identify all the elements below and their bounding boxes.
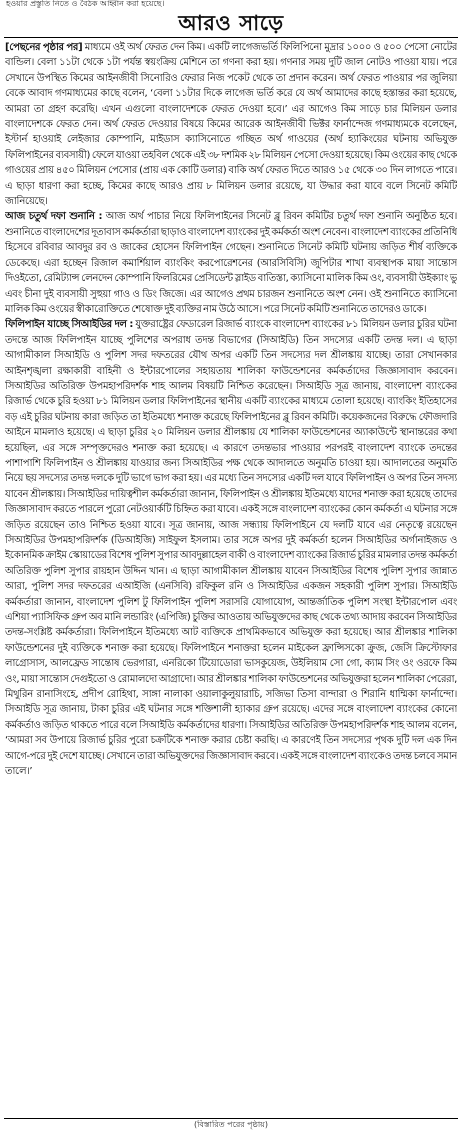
paragraph-lead: ফিলিপাইন যাচ্ছে সিআইডির দল :	[5, 319, 133, 331]
paragraph-lead: [পেছনের পৃষ্ঠার পর]	[5, 42, 83, 53]
paragraph-lead: আজ চতুর্থ দফা শুনানি :	[5, 211, 103, 223]
bottom-continuation-line: (বিস্তারিত পরের পৃষ্ঠায়)	[194, 1120, 268, 1129]
bottom-divider	[4, 1118, 458, 1119]
paragraph-cid-team	[5, 317, 457, 779]
paragraph-text: আজ অর্থ পাচার নিয়ে ফিলিপাইনের সিনেট ব্লু রিবন কমিটির চতুর্থ দফা শুনানি অনুষ্ঠিত হবে। শুনানিতে বাংলাদেশের দূতাবাস কর্মকর্তারা ছাড়াও বাংলাদেশ ব্যাংকের দুই কর্মকর্তা অংশ নেবেন। বাংলাদেশ ব্যাংকের প্রতিনিধি হিসেবে রবিবার আবদুর রব ও জাকের হোসেন ফিলিপাইন গেছেন। শুনানিতে সিনেট কমিটি ঘটনায় জড়িত শীর্ষ ব্যক্তিকে ডেকেছে। এরা হচ্ছেন রিজাল কমার্শিয়াল ব্যাংকিং করপোরেশনের (আরসিবিসি) জুপিটার শাখা ব্যবস্থাপক মায়া সান্তোস দিওইতো, রেমিট্যান্স লেনদেন কোম্পানি ফিলরিমের প্রেসিডেন্ট স্লাইড বাতিস্তা, ক্যাসিনো মালিক কিম ওং, ব্যবসায়ী উইক্যাং ভু এবং চীনা দুই ব্যবসায়ী সুহুয়া গাও ও ডিং জিজে। এর আগেও প্রথম চারজন শুনানিতে অংশ নেন। ওই শুনানিতে ক্যাসিনো মালিক কিম ওংয়ের স্বীকারোক্তিতে শেষোক্ত দুই ব্যক্তির নাম উঠে আসে। পরে সিনেট কমিটি শুনানিতে তাদেরও ডাকে।	[5, 211, 457, 315]
paragraph-hearing	[5, 209, 457, 317]
article-body	[5, 40, 457, 1116]
article-headline: আরও সাড়ে	[178, 11, 284, 35]
paragraph-text: যুক্তরাষ্ট্রের ফেডারেল রিজার্ভ ব্যাংকে বাংলাদেশ ব্যাংকের ৮১ মিলিয়ন ডলার চুরির ঘটনা তদন্তে আজ ফিলিপাইন যাচ্ছে পুলিশের অপরাধ তদন্ত বিভাগের (সিআইডি) তিন সদস্যের একটি তদন্ত দল। এ ছাড়া আগামীকাল সিআইডি ও পুলিশ সদর দফতরের যৌথ অপর একটি তিন সদস্যের দল শ্রীলঙ্কায় যাচ্ছে। তারা সেখানকার আইনশৃঙ্খলা রক্ষাকারী বাহিনী ও ইন্টারপোলের সহায়তায় শালিকা ফাউন্ডেশনের কর্মকর্তাদের জিজ্ঞাসাবাদ করবেন। সিআইডির অতিরিক্ত উপমহাপরিদর্শক শাহ আলম বিষয়টি নিশ্চিত করেছেন। সিআইডি সূত্র জানায়, বাংলাদেশ ব্যাংকের রিজার্ভ থেকে চুরি হওয়া ৮১ মিলিয়ন ডলার ফিলিপাইনের স্থানীয় একটি ব্যাংকের মাধ্যমে তোলা হয়েছে। ব্যাংকিং ইতিহাসের বড় এই চুরির ঘটনায় কারা জড়িত তা ইতিমধ্যে শনাক্ত করেছে ফিলিপাইনের ব্লু রিবন কমিটি। কয়েকজনের বিরুদ্ধে ফৌজদারি আইনে মামলাও হয়েছে। এ ছাড়া চুরির ২০ মিলিয়ন ডলার শ্রীলঙ্কায় যে শালিকা ফাউন্ডেশনের অ্যাকাউন্টে স্থানান্তরের কথা হয়েছিল, এর সঙ্গে সম্পৃক্তদেরও শনাক্ত করা হয়েছে। এ কারণে তদন্তভার পাওয়ার পরপরই বাংলাদেশ ব্যাংকে তদন্তের পাশাপাশি ফিলিপাইন ও শ্রীলঙ্কায় যাওয়ার জন্য সিআইডির পক্ষ থেকে আদালতে অনুমতি চাওয়া হয়। আদালতের অনুমতি নিয়ে ছয় সদস্যের তদন্ত দলকে দুটি ভাগে ভাগ করা হয়। এর মধ্যে তিন সদস্যের একটি দল যাবে ফিলিপাইন ও অপর তিন সদস্য যাবেন শ্রীলঙ্কায়। সিআইডির দায়িত্বশীল কর্মকর্তারা জানান, ফিলিপাইন ও শ্রীলঙ্কায় ইতিমধ্যে যাদের শনাক্ত করা হয়েছে তাদের জিজ্ঞাসাবাদ করতে পারলে পুরো নেটওয়ার্কটি চিহ্নিত করা যাবে। একই সঙ্গে বাংলাদেশ ব্যাংকের কোন কর্মকর্তা এ ঘটনার সঙ্গে জড়িত রয়েছেন তাও নিশ্চিত হওয়া যাবে। সূত্র জানায়, আজ সন্ধ্যায় ফিলিপাইনে যে দলটি যাবে এর নেতৃত্বে রয়েছেন সিআইডির উপমহাপরিদর্শক (ডিআইজি) সাইফুল ইসলাম। তার সঙ্গে অপর দুই কর্মকর্তা হলেন সিআইডির অর্গানাইজড ও ইকোনমিক ক্রাইম স্কোয়াডের বিশেষ পুলিশ সুপার আবদুল্লাহেল বাকী ও বাংলাদেশ ব্যাংকের রিজার্ভ চুরির মামলার তদন্ত কর্মকর্তা অতিরিক্ত পুলিশ সুপার রায়হান উদ্দিন খান। এ ছাড়া আগামীকাল শ্রীলঙ্কায় যাবেন সিআইডির বিশেষ পুলিশ সুপার জান্নাত আরা, পুলিশ সদর দফতরের এআইজি (এনসিবি) রফিকুল রনি ও সিআইডির একজন সহকারী পুলিশ সুপার। সিআইডি কর্মকর্তারা জানান, বাংলাদেশ পুলিশ টু ফিলিপাইন পুলিশ সরাসরি যোগাযোগ, আন্তর্জাতিক পুলিশ সংস্থা ইন্টারপোল এবং এশিয়া প্যাসিফিক গ্রুপ অব মানি লন্ডারিং (এপিজি) চুক্তির আওতায় অভিযুক্তদের কাছ থেকে তথ্য আদায় করবেন সিআইডির তদন্ত-সংশ্লিষ্ট কর্মকর্তারা। ফিলিপাইনে ইতিমধ্যে আট ব্যক্তিকে প্রাথমিকভাবে অভিযুক্ত করা হয়েছে। আর শ্রীলঙ্কার শালিকা ফাউন্ডেশনের দুই ব্যক্তিকে শনাক্ত করা হয়েছে। ফিলিপাইনে শনাক্তরা হলেন মাইকেল ফ্রান্সিসকো ক্রুজ, জেসি ক্রিস্টোফার লাগ্রোসাস, আলফ্রেড সান্তোষ ভেরগারা, এনরিকো টিয়োডোরা ভাসকুয়েজ, উইলিয়াম সো গো, ক্যাম সিং ওং ওরফে কিম ওং, মায়া সান্তোস দেগুইতো ও রোমালদো আগ্রাদো। আর শ্রীলঙ্কার শালিকা ফাউন্ডেশনের অভিযুক্তরা হলেন শালিকা পেরেরা, মিথুরিন রানাসিংহে, প্রদীপ রোহিথা, সাঙ্গা নালাকা ওয়ালাকুলুয়ারাচি, সজিভা তিসা বান্দারা ও শিরানি ধাম্মিকা ফার্নান্দো। সিআইডি সূত্র জানায়, টাকা চুরির এই ঘটনার সঙ্গে শক্তিশালী হ্যাকার গ্রুপ রয়েছে। এদের সঙ্গে বাংলাদেশ ব্যাংকের কোনো কর্মকর্তাও জড়িত থাকতে পারে বলে সিআইডি কর্মকর্তাদের ধারণা। সিআইডির অতিরিক্ত উপমহাপরিদর্শক শাহ আলম বলেন, ‘আমরা সব উপায়ে রিজার্ভ চুরির পুরো চক্রটিকে শনাক্ত করার চেষ্টা করছি। এ কারণেই তিন সদস্যের পৃথক দুটি দল এক দিন আগে-পরে দুই দেশে যাচ্ছে। সেখানে তারা অভিযুক্তদের জিজ্ঞাসাবাদ করবে। একই সঙ্গে বাংলাদেশ ব্যাংকেও তদন্ত চলবে সমান তালে।’	[5, 319, 457, 778]
top-continuation-line: হওয়ার প্রস্তুতি নিতে ও বৈঠক আহ্বান করা হয়েছে।	[6, 0, 165, 8]
headline-divider	[4, 37, 458, 38]
paragraph-continuation	[5, 40, 457, 209]
paragraph-text: মাধ্যমে ওই অর্থ ফেরত দেন কিম। একটি লাগেজভর্তি ফিলিপিনো মুদ্রার ১০০০ ও ৫০০ পেসো নোটের বান্ডিল। বেলা ১১টা থেকে ১টা পর্যন্ত স্বয়ংক্রিয় মেশিনে তা গণনা করা হয়। গণনার সময় দুটি জাল নোটও পাওয়া যায়। পরে সেখানে উপস্থিত কিমের আইনজীবী সিনোরিও ফেরার নিজ পকেট থেকে তা প্রদান করেন। অর্থ ফেরত পাওয়ার পর জুলিয়া বেকে আবাদ গণমাধ্যমের কাছে বলেন, ‘বেলা ১১টার দিকে লাগেজ ভর্তি করে যে অর্থ আমাদের কাছে হস্তান্তর করা হয়েছে, আমরা তা গ্রহণ করেছি। এখন এগুলো বাংলাদেশকে ফেরত দেওয়া হবে।’ এর আগেও কিম সাড়ে চার মিলিয়ন ডলার বাংলাদেশকে ফেরত দেন। অর্থ ফেরত দেওয়ার বিষয়ে কিমের আরেক আইনজীবী ভিক্টর ফার্নান্দেজ গণমাধ্যমকে বলেছেন, ইস্টার্ন হাওয়াই লেইজার কোম্পানি, মাইডাস ক্যাসিনোতে গচ্ছিত অর্থ গাওয়ের (অর্থ হ্যাকিংয়ের ঘটনায় অভিযুক্ত ফিলিপাইনের ব্যবসায়ী) ফেলে যাওয়া তহবিল থেকে এই ৩৮ দশমিক ২৮ মিলিয়ন পেসো দেওয়া হয়েছে। কিম ওংয়ের কাছ থেকে গাওয়ের প্রায় ৪৫০ মিলিয়ন পেসোর (প্রায় এক কোটি ডলার) বাকি অর্থ ফেরত দিতে আরও ১৫ থেকে ৩০ দিন লাগতে পারে। এ ছাড়া ধারণা করা হচ্ছে, কিমের কাছে আরও প্রায় ৮ মিলিয়ন ডলার রয়েছে, যা উদ্ধার করা যাবে বলে সিনেট কমিটি জানিয়েছে।	[5, 42, 457, 208]
